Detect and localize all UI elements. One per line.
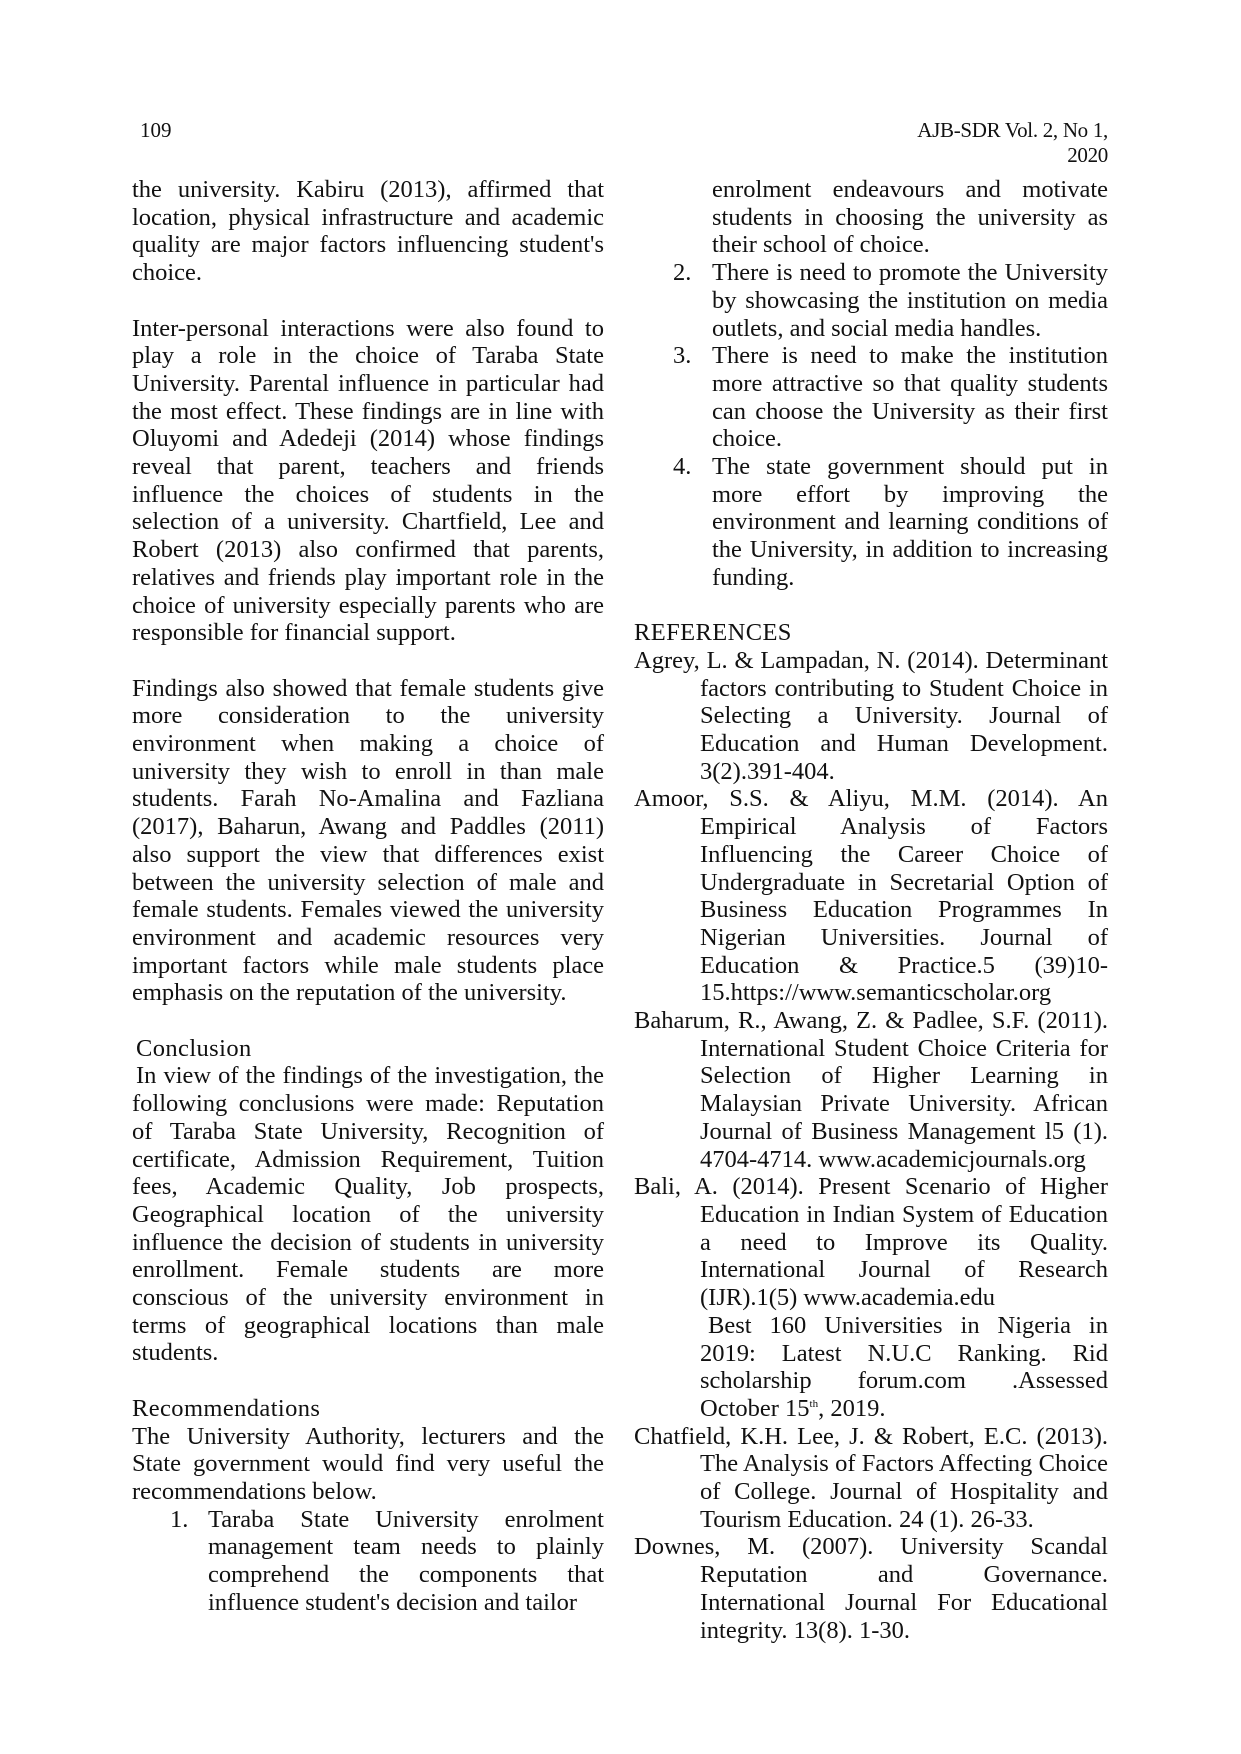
conclusion-text: In view of the findings of the investigation, the following conclusions were made: Reputation of Taraba State University, Recognition of certificate, Admission Requirement, Tuition fees, Academic Quality, Job prospects, Geographical location of the university influence the decision of students in university enrollment. Female students are more conscious of the university environment in terms of geographical locations than male students. <box>132 1062 604 1367</box>
reference-web-date: , 2019. <box>818 1394 886 1422</box>
spacer <box>634 592 1108 620</box>
spacer <box>132 647 604 675</box>
recommendations-list-continued <box>634 259 1108 591</box>
paragraph-interpersonal: Inter-personal interactions were also found to play a role in the choice of Taraba State University. Parental influence in particular had the most effect. These findings are in line with Oluyomi and Adedeji (2014) whose findings reveal that parent, teachers and friends influence the choices of students in the selection of a university. Chartfield, Lee and Robert (2013) also confirmed that parents, relatives and friends play important role in the choice of university especially parents who are responsible for financial support. <box>132 314 604 647</box>
recommendation-text: The state government should put in more effort by improving the environment and learning conditions of the University, in addition to increasing funding. <box>712 453 1108 591</box>
reference-entry: Amoor, S.S. & Aliyu, M.M. (2014). An Empirical Analysis of Factors Influencing the Career Choice of Undergraduate in Secretarial Option of Business Education Programmes In Nigerian Universities. Journal of Education & Practice.5 (39)10-15.https://www.semanticscholar.org <box>634 785 1108 1007</box>
left-column <box>132 176 604 1617</box>
reference-text: Bali, A. (2014). Present Scenario of Higher Education in Indian System of Education a need to Improve its Quality. International Journal of Research (IJR).1(5) www.academia.edu <box>634 1173 1108 1312</box>
paragraph-location-factors: the university. Kabiru (2013), affirmed that location, physical infrastructure and academic quality are major factors influencing student's choice. <box>132 176 604 287</box>
recommendation-number: 2. <box>673 259 692 287</box>
reference-entry <box>634 1173 1108 1422</box>
journal-header: AJB-SDR Vol. 2, No 1, 2020 <box>917 118 1108 167</box>
reference-web-text: Best 160 Universities in Nigeria in 2019: Latest N.U.C Ranking. Rid scholarship forum.com .Assessed October 15 <box>700 1311 1108 1422</box>
recommendation-number: 4. <box>673 453 692 481</box>
spacer <box>132 1007 604 1035</box>
recommendation-item <box>634 259 1108 342</box>
recommendation-text: Taraba State University enrolment management team needs to plainly comprehend the components that influence student's decision and tailor <box>208 1505 604 1616</box>
recommendation-item <box>634 453 1108 592</box>
paragraph-gender-findings: Findings also showed that female students give more consideration to the university environment when making a choice of university they wish to enroll in than male students. Farah No-Amalina and Fazliana (2017), Baharun, Awang and Paddles (2011) also support the view that differences exist between the university selection of male and female students. Females viewed the university environment and academic resources very important factors while male students place emphasis on the reputation of the university. <box>132 674 604 1007</box>
conclusion-heading: Conclusion <box>136 1034 252 1062</box>
page-number: 109 <box>140 118 172 142</box>
reference-entry: Baharum, R., Awang, Z. & Padlee, S.F. (2011). International Student Choice Criteria for Selection of Higher Learning in Malaysian Private University. African Journal of Business Management l5 (1). 4704-4714. www.academicjournals.org <box>634 1007 1108 1173</box>
recommendation-continued: enrolment endeavours and motivate students in choosing the university as their school of choice. <box>712 176 1108 259</box>
spacer <box>132 1367 604 1395</box>
reference-entry: Agrey, L. & Lampadan, N. (2014). Determinant factors contributing to Student Choice in Selecting a University. Journal of Education and Human Development. 3(2).391-404. <box>634 646 1108 785</box>
spacer <box>132 287 604 315</box>
references-heading: REFERENCES <box>634 619 792 647</box>
recommendation-text: There is need to make the institution more attractive so that quality students can choose the University as their first choice. <box>712 342 1108 453</box>
recommendations-heading: Recommendations <box>132 1394 321 1422</box>
recommendation-item <box>634 342 1108 453</box>
recommendation-number: 3. <box>673 342 692 370</box>
ordinal-suffix: th <box>809 1397 819 1410</box>
reference-entry: Downes, M. (2007). University Scandal Reputation and Governance. International Journal For Educational integrity. 13(8). 1-30. <box>634 1533 1108 1644</box>
reference-web-source <box>700 1312 1108 1423</box>
recommendations-intro: The University Authority, lecturers and the State government would find very useful the recommendations below. <box>132 1422 604 1505</box>
right-column <box>634 176 1108 1644</box>
reference-entry: Chatfield, K.H. Lee, J. & Robert, E.C. (2013). The Analysis of Factors Affecting Choice of College. Journal of Hospitality and Tourism Education. 24 (1). 26-33. <box>634 1422 1108 1533</box>
recommendation-item <box>132 1506 604 1617</box>
recommendation-number: 1. <box>170 1505 189 1533</box>
recommendations-list <box>132 1506 604 1617</box>
recommendation-text: There is need to promote the University by showcasing the institution on media outlets, and social media handles. <box>712 259 1108 342</box>
